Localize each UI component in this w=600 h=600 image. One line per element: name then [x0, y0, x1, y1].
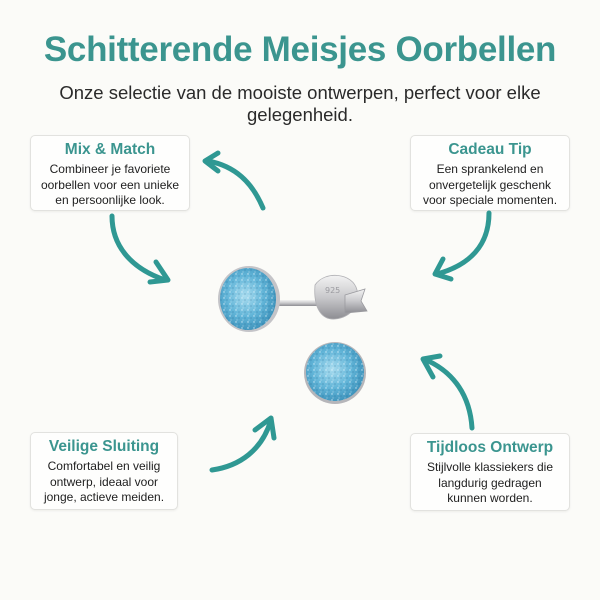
earring-left [218, 266, 280, 332]
earring-right [304, 342, 366, 404]
card-title: Veilige Sluiting [48, 438, 160, 455]
card-text: Combineer je favoriete oorbellen voor een unieke en persoonlijke look. [40, 162, 180, 207]
curved-arrow-icon [435, 213, 489, 279]
card-text: Een sprankelend en onvergetelijk geschenk voor speciale momenten. [422, 162, 558, 207]
card-text: Stijlvolle klassiekers die langdurig gedragen kunnen worden. [426, 460, 554, 505]
curved-arrow-icon [212, 418, 274, 470]
page-title: Schitterende Meisjes Oorbellen [43, 30, 557, 69]
stamp-text: 925 [325, 286, 341, 295]
card-text: Comfortabel en veilig ontwerp, ideaal voor jonge, actieve meiden. [43, 459, 165, 504]
curved-arrow-icon [205, 153, 263, 208]
earrings-product-image [205, 255, 395, 405]
curved-arrow-icon [423, 356, 472, 428]
curved-arrow-icon [112, 216, 168, 282]
card-title: Cadeau Tip [448, 141, 532, 158]
page-subtitle: Onze selectie van de mooiste ontwerpen, perfect voor elke gelegenheid. [59, 82, 541, 125]
card-title: Mix & Match [64, 141, 156, 158]
card-title: Tijdloos Ontwerp [426, 439, 554, 456]
earring-back [275, 275, 367, 319]
